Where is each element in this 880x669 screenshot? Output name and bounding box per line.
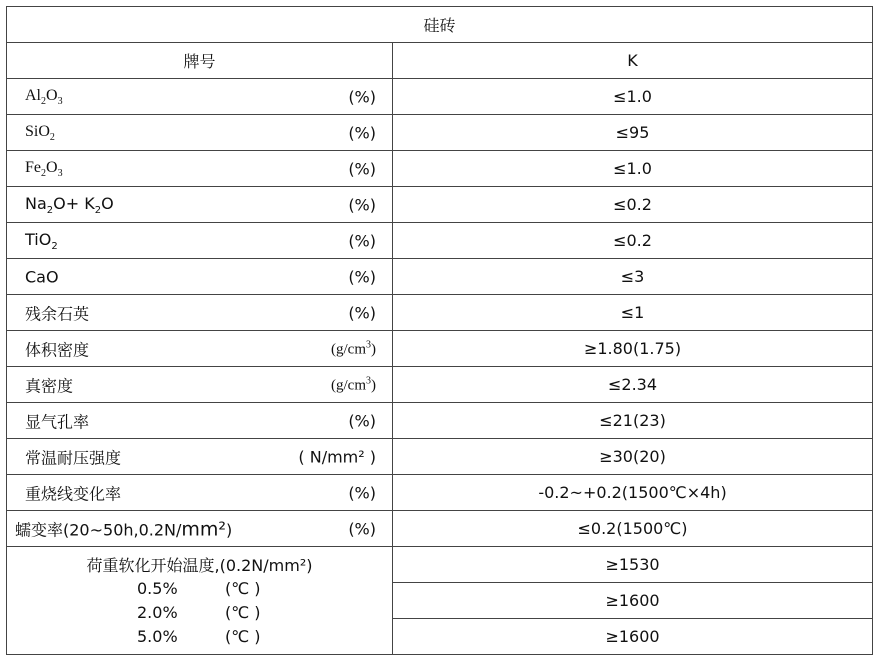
table-row bbox=[7, 367, 873, 403]
property-unit: (%) bbox=[348, 123, 376, 142]
header-grade: 牌号 bbox=[7, 43, 393, 79]
property-value: ≤3 bbox=[393, 259, 873, 295]
property-name-na2o-k2o: $Na_2O+ K_2O$ bbox=[25, 193, 114, 216]
property-name-bulk-density: 体积密度 bbox=[25, 340, 90, 359]
table-row bbox=[7, 331, 873, 367]
property-value: ≤0.2 bbox=[393, 223, 873, 259]
table-title: 硅砖 bbox=[7, 7, 873, 43]
deformation-percent: 2.0% bbox=[137, 603, 178, 622]
refractoriness-value: ≥1600 bbox=[393, 619, 873, 655]
header-k: K bbox=[393, 43, 873, 79]
refractoriness-title: 荷重软化开始温度,(0.2N/mm²) bbox=[86, 556, 313, 575]
property-name-tio2: TiO$_2$ bbox=[25, 229, 58, 252]
property-name-fe2o3: $Fe_2O_3$ bbox=[25, 158, 63, 179]
property-cell bbox=[7, 79, 393, 115]
property-cell bbox=[7, 367, 393, 403]
table-row bbox=[7, 187, 873, 223]
property-value: ≥1.80(1.75) bbox=[393, 331, 873, 367]
table-row bbox=[7, 439, 873, 475]
property-value: ≤21(23) bbox=[393, 403, 873, 439]
property-value: ≤1.0 bbox=[393, 151, 873, 187]
refractoriness-value: ≥1530 bbox=[393, 547, 873, 583]
temperature-unit: (℃ ) bbox=[225, 627, 261, 646]
property-unit: (%) bbox=[348, 267, 376, 286]
table-row bbox=[7, 475, 873, 511]
property-unit: (%) bbox=[348, 231, 376, 250]
temperature-unit: (℃ ) bbox=[225, 579, 261, 598]
property-cell bbox=[7, 259, 393, 295]
property-value: ≥30(20) bbox=[393, 439, 873, 475]
property-cell bbox=[7, 223, 393, 259]
property-cell bbox=[7, 295, 393, 331]
property-value: -0.2~+0.2(1500℃×4h) bbox=[393, 475, 873, 511]
property-cell bbox=[7, 187, 393, 223]
property-unit: (%) bbox=[348, 303, 376, 322]
table-row bbox=[7, 259, 873, 295]
property-unit: $(g/cm^3)$ bbox=[331, 339, 376, 357]
property-cell bbox=[7, 511, 393, 547]
property-value: ≤95 bbox=[393, 115, 873, 151]
property-name-cold-crushing-strength: 常温耐压强度 bbox=[25, 448, 122, 467]
refractoriness-line bbox=[7, 625, 392, 649]
property-cell bbox=[7, 475, 393, 511]
property-value: ≤1.0 bbox=[393, 79, 873, 115]
refractoriness-value: ≥1600 bbox=[393, 583, 873, 619]
property-name-cao: CaO bbox=[25, 267, 59, 286]
property-cell bbox=[7, 403, 393, 439]
title-row bbox=[7, 7, 873, 43]
deformation-percent: 0.5% bbox=[137, 579, 178, 598]
table-row bbox=[7, 115, 873, 151]
refractoriness-row bbox=[7, 547, 873, 583]
table-row bbox=[7, 295, 873, 331]
table-row bbox=[7, 151, 873, 187]
property-unit: (%) bbox=[348, 483, 376, 502]
table-row bbox=[7, 403, 873, 439]
property-name-reheat-change: 重烧线变化率 bbox=[25, 484, 122, 503]
table-row bbox=[7, 511, 873, 547]
property-name-residual-quartz: 残余石英 bbox=[25, 304, 90, 323]
table-row bbox=[7, 79, 873, 115]
table-row bbox=[7, 223, 873, 259]
refractoriness-line bbox=[7, 601, 392, 625]
property-unit: ( N/mm² ) bbox=[298, 447, 376, 466]
deformation-percent: 5.0% bbox=[137, 627, 178, 646]
property-value: ≤1 bbox=[393, 295, 873, 331]
property-unit: (%) bbox=[348, 411, 376, 430]
temperature-unit: (℃ ) bbox=[225, 603, 261, 622]
property-value: ≤0.2 bbox=[393, 187, 873, 223]
property-value: ≤2.34 bbox=[393, 367, 873, 403]
property-cell bbox=[7, 439, 393, 475]
property-name-true-density: 真密度 bbox=[25, 376, 74, 395]
property-name-sio2: SiO$_2$ bbox=[25, 122, 55, 143]
refractoriness-cell bbox=[7, 547, 393, 655]
property-name-creep-rate: 蠕变率(20~50h,0.2N/mm²) bbox=[15, 518, 233, 540]
property-cell bbox=[7, 151, 393, 187]
property-unit: $(g/cm^3)$ bbox=[331, 375, 376, 393]
property-unit: (%) bbox=[348, 519, 376, 538]
property-cell bbox=[7, 331, 393, 367]
property-unit: (%) bbox=[348, 87, 376, 106]
header-row bbox=[7, 43, 873, 79]
property-unit: (%) bbox=[348, 195, 376, 214]
silica-brick-spec-table bbox=[6, 6, 873, 655]
property-cell bbox=[7, 115, 393, 151]
refractoriness-line bbox=[7, 577, 392, 601]
property-unit: (%) bbox=[348, 159, 376, 178]
property-name-al2o3: $Al_2O_3$ bbox=[25, 86, 63, 107]
property-name-apparent-porosity: 显气孔率 bbox=[25, 412, 90, 431]
property-value: ≤0.2(1500℃) bbox=[393, 511, 873, 547]
